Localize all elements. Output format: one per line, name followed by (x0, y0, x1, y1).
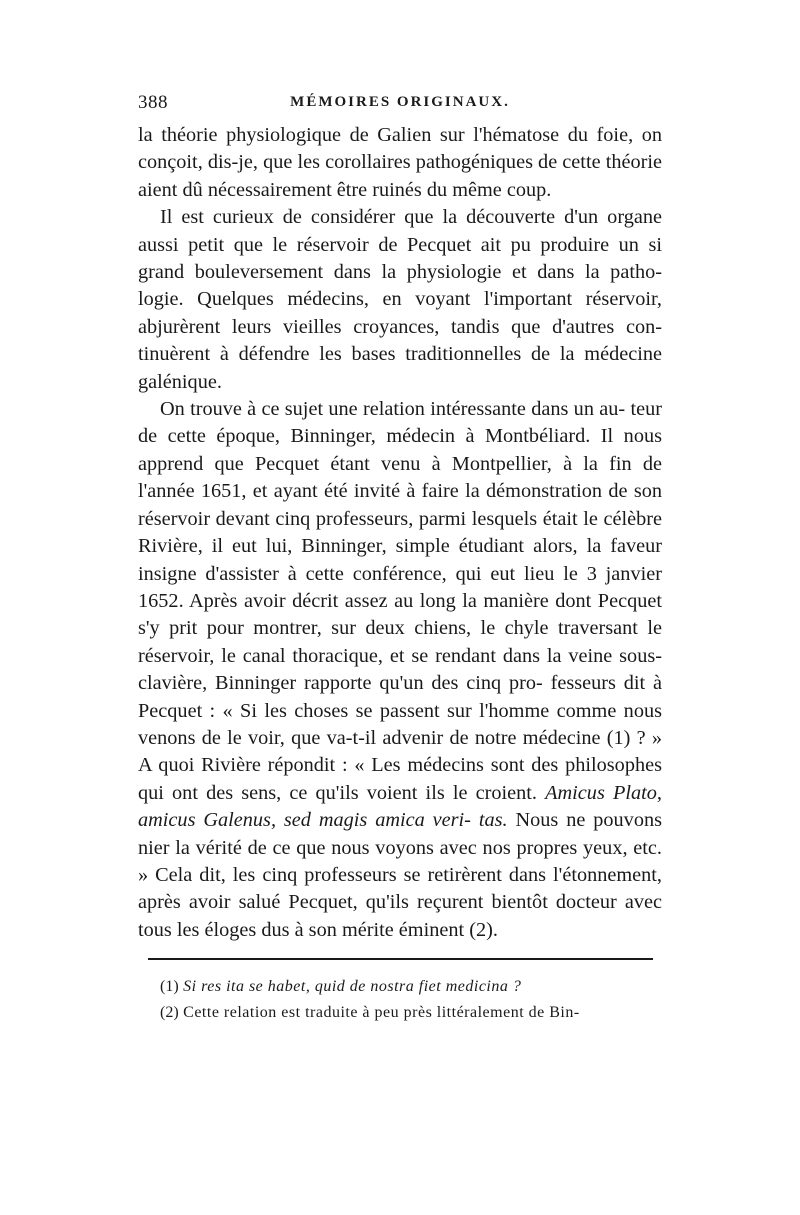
text-line: nous apprend que Pecquet étant venu à Montpellier, à la fin (138, 425, 662, 475)
paragraph (138, 396, 662, 944)
text-line: On trouve à ce sujet une relation intéressante dans un au- (160, 398, 626, 421)
text-line: se retirèrent dans l'étonnement, après avoir salué Pecquet, (138, 863, 663, 914)
text-line: de l'année 1651, et ayant été invité à faire la démonstration (138, 452, 662, 503)
text-line: 3 janvier 1652. Après avoir décrit assez au long la manière (138, 562, 662, 612)
footnote-mark: (1) (160, 978, 179, 996)
text-line: abjurèrent leurs vieilles croyances, tandis que d'autres con- (138, 315, 662, 338)
text-line: la faveur insigne d'assister à cette conférence, qui eut lieu le (138, 535, 663, 585)
text-line: Il est curieux de considérer que la découverte d'un organe (160, 206, 662, 229)
text-line: on conçoit, dis-je, que les corollaires pathogéniques de cette (138, 124, 662, 174)
text-line: qu'ils reçurent bientôt docteur avec tous les éloges dus à son (138, 891, 662, 941)
paragraph (138, 122, 662, 204)
footnote-rule (148, 958, 653, 960)
footnote-mark: (2) (160, 1004, 179, 1022)
text-line: le célèbre Rivière, il eut lui, Binninger, simple étudiant alors, (138, 507, 663, 558)
page-number: 388 (138, 92, 168, 113)
text-line: dont Pecquet s'y prit pour montrer, sur deux chiens, le chyle (138, 589, 662, 640)
text-line: logie. Quelques médecins, en voyant l'important réservoir, (138, 288, 662, 311)
text-line: des philosophes qui ont des sens, ce qu'ils voient ils le croient. (138, 754, 662, 804)
footnote-text: Si res ita se habet, quid de nostra fiet medicina ? (183, 978, 522, 996)
paragraph (138, 204, 662, 396)
running-head (138, 92, 662, 122)
text-line: teur de cette époque, Binninger, médecin à Montbéliard. Il (138, 398, 662, 448)
text-line: théorie aient dû nécessairement être ruinés du même coup. (138, 151, 662, 201)
text-line: aussi petit que le réservoir de Pecquet ait pu produire un si (138, 233, 662, 256)
text-line: traversant le réservoir, le canal thoracique, et se rendant dans (138, 617, 663, 667)
running-title: MÉMOIRES ORIGINAUX. (290, 94, 510, 110)
text-line: avec nos propres yeux, etc. » Cela dit, les cinq professeurs (138, 836, 662, 886)
body-text (138, 122, 662, 944)
text-line: fesseurs dit à Pecquet : « Si les choses se passent sur l'homme (138, 672, 663, 722)
text-line: grand bouleversement dans la physiologie et dans la patho- (138, 261, 662, 284)
text-line: tinuèrent à défendre les bases traditionnelles de la médecine (138, 343, 662, 366)
page (138, 92, 662, 1026)
text-line: comme nous venons de le voir, que va-t-il advenir de notre (138, 699, 662, 749)
text-line: médecine (1) ? » A quoi Rivière répondit : « Les médecins sont (138, 726, 663, 777)
text-line: la théorie physiologique de Galien sur l'hématose du foie, (138, 124, 634, 146)
text-line: de son réservoir devant cinq professeurs, parmi lesquels était (138, 480, 662, 530)
text-line: la veine sous-clavière, Binninger rapporte qu'un des cinq pro- (138, 644, 662, 695)
text-line: galénique. (138, 370, 222, 393)
text-line: tas. Nous ne pouvons nier la vérité de ce que nous voyons (138, 809, 662, 859)
footnote-text: Cette relation est traduite à peu près littéralement de Bin- (183, 1004, 580, 1022)
footnote-1 (138, 974, 662, 1000)
footnote-2 (138, 1000, 662, 1026)
footnotes (138, 974, 662, 1026)
text-line: Amicus Plato, amicus Galenus, sed magis amica veri- (138, 781, 662, 832)
text-line: mérite éminent (2). (341, 918, 498, 941)
